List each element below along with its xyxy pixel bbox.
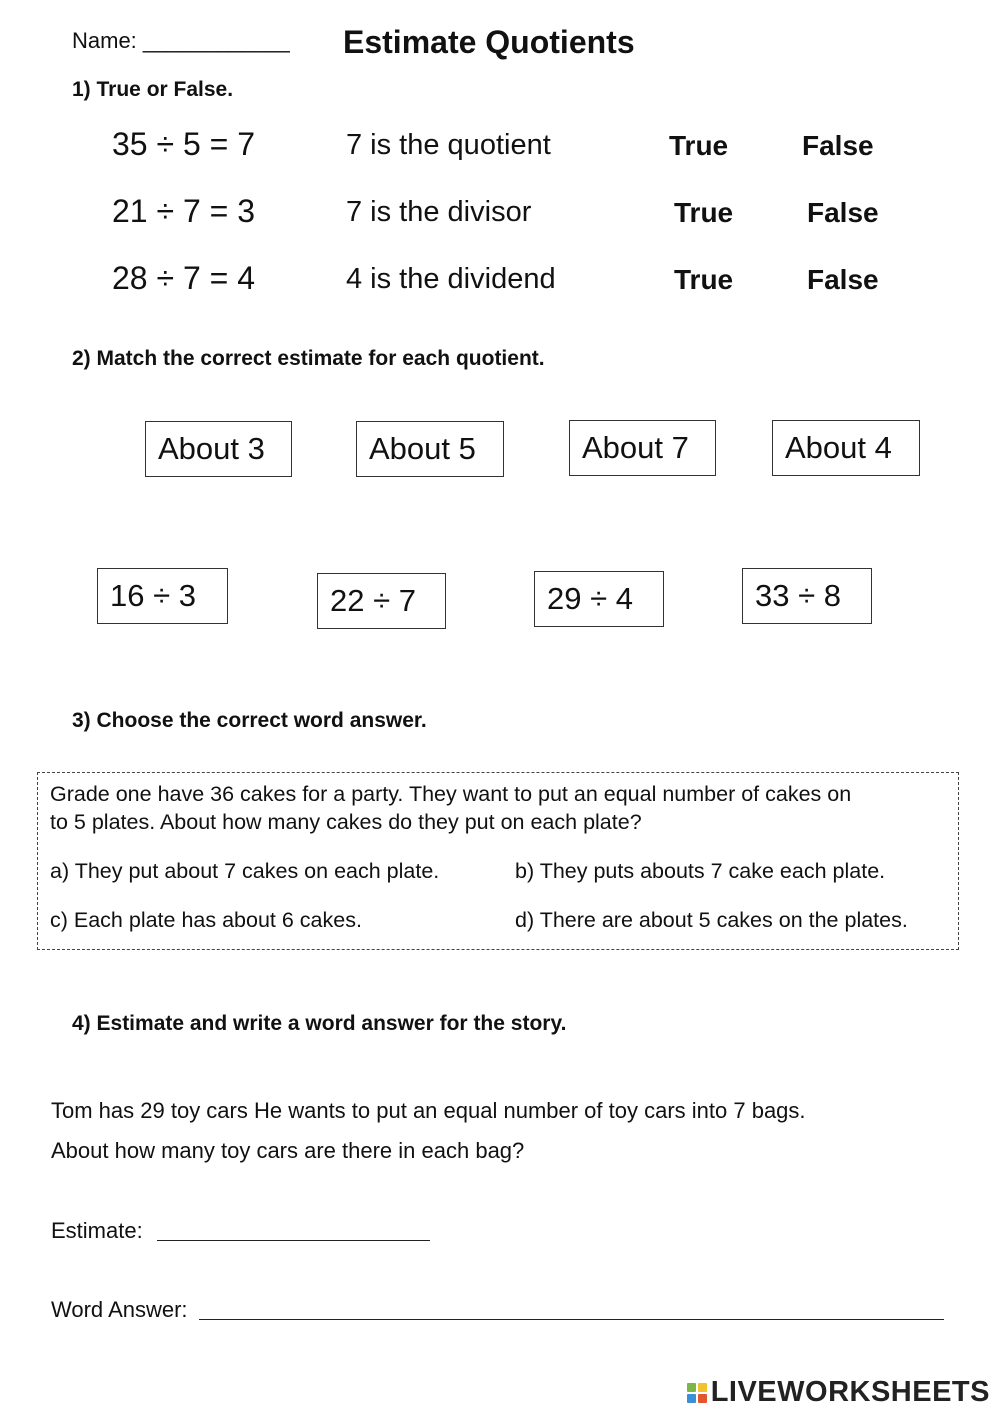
question-line-2: to 5 plates. About how many cakes do they put on each plate? (50, 810, 642, 834)
tf-equation-3: 28 ÷ 7 = 4 (112, 260, 255, 296)
word-answer-label: Word Answer: (51, 1297, 188, 1322)
tf-true-option-3[interactable]: True (674, 264, 734, 295)
page-title: Estimate Quotients (343, 24, 635, 60)
tf-equation-2: 21 ÷ 7 = 3 (112, 193, 255, 229)
section3-heading: 3) Choose the correct word answer. (72, 709, 427, 732)
question-line-1: Grade one have 36 cakes for a party. They want to put an equal number of cakes on (50, 782, 852, 806)
estimate-box-about-3[interactable]: About 3 (145, 421, 292, 477)
estimate-input-line[interactable] (157, 1240, 430, 1241)
division-box-29-4[interactable]: 29 ÷ 4 (534, 571, 664, 627)
tf-statement-1: 7 is the quotient (346, 129, 551, 161)
division-box-22-7[interactable]: 22 ÷ 7 (317, 573, 446, 629)
word-answer-input-line[interactable] (199, 1319, 944, 1320)
answer-option-b[interactable]: b) They puts abouts 7 cake each plate. (515, 859, 886, 883)
estimate-box-about-7[interactable]: About 7 (569, 420, 716, 476)
story-line-1: Tom has 29 toy cars He wants to put an equal number of toy cars into 7 bags. (51, 1098, 806, 1123)
division-box-33-8[interactable]: 33 ÷ 8 (742, 568, 872, 624)
section1-heading: 1) True or False. (72, 78, 234, 101)
estimate-box-about-4[interactable]: About 4 (772, 420, 920, 476)
tf-true-option-1[interactable]: True (669, 130, 729, 161)
answer-option-c[interactable]: c) Each plate has about 6 cakes. (50, 908, 362, 932)
answer-option-a[interactable]: a) They put about 7 cakes on each plate. (50, 859, 440, 883)
liveworksheets-logo (687, 1376, 990, 1409)
division-box-16-3[interactable]: 16 ÷ 3 (97, 568, 228, 624)
tf-false-option-1[interactable]: False (802, 130, 874, 161)
tf-true-option-2[interactable]: True (674, 197, 734, 228)
tf-false-option-2[interactable]: False (807, 197, 879, 228)
tf-equation-1: 35 ÷ 5 = 7 (112, 126, 255, 162)
tf-statement-3: 4 is the dividend (346, 263, 556, 295)
story-line-2: About how many toy cars are there in each bag? (51, 1138, 525, 1163)
tf-false-option-3[interactable]: False (807, 264, 879, 295)
section2-heading: 2) Match the correct estimate for each quotient. (72, 347, 545, 370)
tf-statement-2: 7 is the divisor (346, 196, 532, 228)
estimate-box-about-5[interactable]: About 5 (356, 421, 504, 477)
section4-heading: 4) Estimate and write a word answer for the story. (72, 1012, 567, 1035)
answer-option-d[interactable]: d) There are about 5 cakes on the plates. (515, 908, 908, 932)
estimate-label: Estimate: (51, 1218, 143, 1243)
name-field-label: Name: ____________ (72, 28, 290, 53)
logo-text: LIVEWORKSHEETS (710, 1376, 990, 1408)
liveworksheets-logo-icon (687, 1383, 707, 1403)
